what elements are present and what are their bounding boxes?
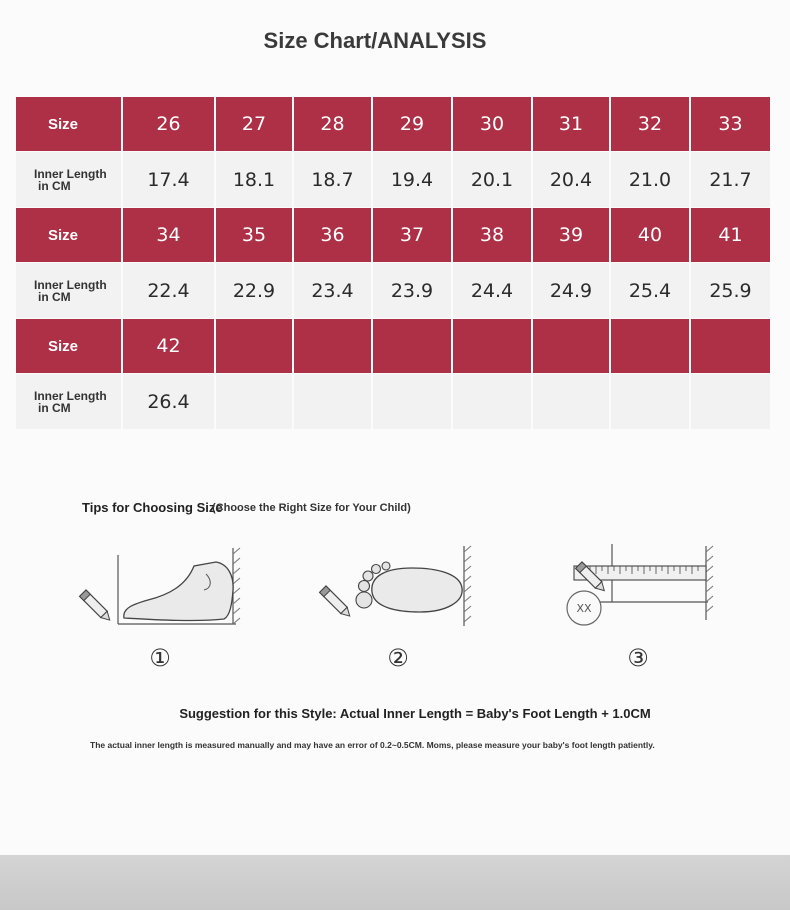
size-chart-table [14,96,772,430]
size-cell: 36 [294,208,371,262]
size-cell: 41 [691,208,770,262]
length-cell [533,374,609,429]
bottom-band [0,855,790,910]
size-cell: 37 [373,208,451,262]
size-row [16,97,770,151]
size-cell: 34 [123,208,214,262]
size-header: Size [16,97,121,151]
length-cell [294,374,371,429]
foot-icon [124,562,233,621]
length-header-line1: Inner Length [34,277,107,292]
length-cell: 25.4 [611,263,689,318]
suggestion-text: Suggestion for this Style: Actual Inner Length = Baby's Foot Length + 1.0CM [179,706,651,721]
size-cell: 27 [216,97,292,151]
length-cell [216,374,292,429]
length-cell: 23.9 [373,263,451,318]
length-cell: 19.4 [373,152,451,207]
ruler-measure-illustration [560,540,730,635]
length-cell [453,374,531,429]
foot-sole-icon [372,568,462,612]
size-cell: 33 [691,97,770,151]
length-row [16,374,770,429]
size-cell: 29 [373,97,451,151]
size-cell: 35 [216,208,292,262]
length-cell: 18.1 [216,152,292,207]
size-cell: 28 [294,97,371,151]
length-cell: 20.1 [453,152,531,207]
size-cell [691,319,770,373]
length-cell: 24.4 [453,263,531,318]
length-header-line2: in CM [38,400,71,415]
length-header [16,152,121,207]
size-header: Size [16,319,121,373]
length-cell: 17.4 [123,152,214,207]
length-header-line1: Inner Length [34,388,107,403]
pencil-icon [80,590,113,623]
length-cell: 21.7 [691,152,770,207]
size-cell: 31 [533,97,609,151]
length-row [16,263,770,318]
cross-mark-text: XX [576,602,592,615]
length-cell: 24.9 [533,263,609,318]
size-cell: 39 [533,208,609,262]
length-cell: 18.7 [294,152,371,207]
size-cell [294,319,371,373]
length-row [16,152,770,207]
size-cell [533,319,609,373]
length-cell: 23.4 [294,263,371,318]
page-title: Size Chart/ANALYSIS [263,28,487,53]
length-header [16,263,121,318]
size-cell: 42 [123,319,214,373]
size-cell: 26 [123,97,214,151]
length-cell [373,374,451,429]
foot-side-illustration [78,540,248,632]
length-header-line2: in CM [38,178,71,193]
length-cell: 20.4 [533,152,609,207]
tips-subtitle: (Choose the Right Size for Your Child) [212,502,411,514]
size-cell [611,319,689,373]
length-cell: 25.9 [691,263,770,318]
size-cell [216,319,292,373]
length-cell: 21.0 [611,152,689,207]
length-cell: 22.4 [123,263,214,318]
size-row [16,319,770,373]
step-number-3: ③ [627,644,649,672]
size-cell: 30 [453,97,531,151]
length-header-line1: Inner Length [34,166,107,181]
tips-title: Tips for Choosing Size [82,500,223,515]
length-cell [611,374,689,429]
size-row [16,208,770,262]
foot-sole-illustration [318,540,488,632]
step-number-2: ② [387,644,409,672]
size-cell [373,319,451,373]
size-cell: 32 [611,97,689,151]
length-header [16,374,121,429]
size-cell: 38 [453,208,531,262]
length-cell [691,374,770,429]
size-header: Size [16,208,121,262]
pencil-icon [320,586,353,619]
length-cell: 26.4 [123,374,214,429]
length-cell: 22.9 [216,263,292,318]
size-cell [453,319,531,373]
length-header-line2: in CM [38,289,71,304]
size-cell: 40 [611,208,689,262]
step-number-1: ① [149,644,171,672]
measurement-note: The actual inner length is measured manually and may have an error of 0.2~0.5CM. Moms, please measure your baby's foot length patiently. [90,740,655,750]
